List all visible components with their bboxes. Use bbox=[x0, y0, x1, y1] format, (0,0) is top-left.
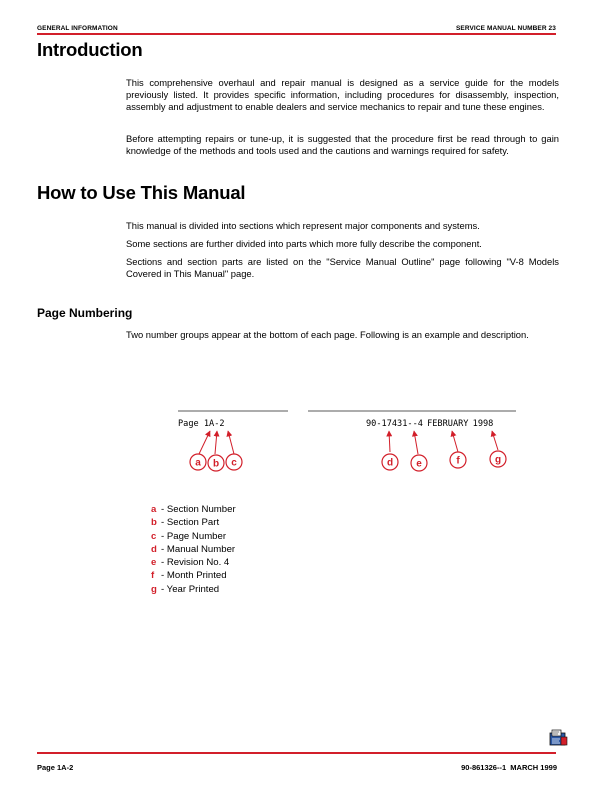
howto-paragraph-1: This manual is divided into sections which represent major components and systems. bbox=[126, 220, 480, 231]
diagram-manual-text: 90-17431--4 FEBRUARY 1998 bbox=[366, 419, 494, 429]
arrow-f bbox=[452, 431, 458, 452]
publisher-logo-icon bbox=[547, 727, 569, 749]
header-section-title: GENERAL INFORMATION bbox=[37, 25, 118, 32]
callout-b-label: b bbox=[212, 458, 220, 470]
callout-a-label: a bbox=[195, 457, 201, 469]
arrow-b bbox=[215, 431, 217, 454]
callout-g-label: g bbox=[494, 454, 502, 466]
intro-paragraph-1: This comprehensive overhaul and repair manual is designed as a service guide for the models previously listed. It provides specific information, including procedures for disassembly, inspection, assembly and adjustment to enable dealers and service mechanics to repair and tune these engines. bbox=[126, 77, 559, 112]
legend-item-c: c - Page Number bbox=[151, 530, 227, 542]
arrow-c bbox=[228, 431, 234, 454]
introduction-heading: Introduction bbox=[37, 39, 143, 60]
legend-item-f: f - Month Printed bbox=[151, 570, 227, 582]
arrow-e bbox=[414, 431, 418, 454]
how-to-use-heading: How to Use This Manual bbox=[37, 182, 246, 203]
arrow-a bbox=[199, 431, 210, 454]
arrow-g bbox=[492, 431, 498, 450]
callout-d-label: d bbox=[386, 457, 394, 469]
legend-item-b: b - Section Part bbox=[151, 517, 220, 529]
diagram-page-text: Page 1A-2 bbox=[178, 419, 225, 429]
callout-e-label: e bbox=[416, 458, 422, 470]
page-number-diagram bbox=[170, 400, 520, 480]
header-manual-number: SERVICE MANUAL NUMBER 23 bbox=[455, 25, 556, 32]
legend-item-d: d - Manual Number bbox=[151, 543, 236, 555]
legend-item-e: e - Revision No. 4 bbox=[151, 557, 230, 569]
howto-paragraph-2: Some sections are further divided into parts which more fully describe the component. bbox=[126, 238, 482, 249]
numbering-paragraph: Two number groups appear at the bottom of each page. Following is an example and description. bbox=[126, 329, 529, 340]
callout-f-label: f bbox=[456, 455, 460, 467]
legend-list bbox=[151, 503, 236, 596]
legend-item-a: a - Section Number bbox=[151, 504, 236, 515]
howto-paragraph-3: Sections and section parts are listed on the "Service Manual Outline" page following "V-8 Models Covered in This Manual" page. bbox=[126, 256, 559, 279]
footer-manual-date: 90-861326--1 MARCH 1999 bbox=[461, 763, 557, 772]
diagram-svg bbox=[170, 400, 520, 480]
footer-page-number: Page 1A-2 bbox=[37, 763, 74, 772]
legend-item-g: g - Year Printed bbox=[151, 583, 220, 595]
page-numbering-heading: Page Numbering bbox=[37, 306, 133, 320]
arrow-d bbox=[389, 431, 390, 452]
callout-c-label: c bbox=[231, 457, 237, 469]
footer-rule bbox=[37, 752, 556, 754]
header-rule bbox=[37, 33, 556, 35]
intro-paragraph-2: Before attempting repairs or tune-up, it is suggested that the procedure first be read through to gain knowledge of the methods and tools used and the cautions and warnings required for safety. bbox=[126, 133, 559, 156]
